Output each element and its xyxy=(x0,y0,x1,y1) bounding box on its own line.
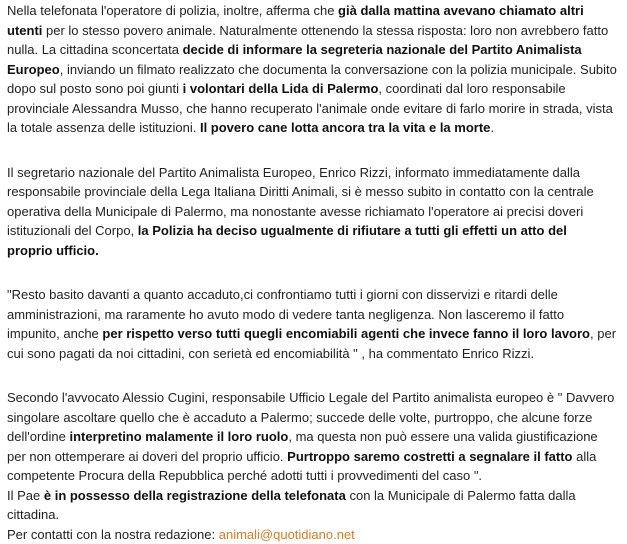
text-run: cui sono pagati da noi cittadini, con serietà ed encomiabilità " , ha commentato Enrico Rizzi. xyxy=(7,346,534,361)
bold-text: i volontari della Lida di Palermo xyxy=(183,81,379,96)
bold-text: utenti xyxy=(7,23,42,38)
bold-text: decide di informare la segreteria nazionale del Partito Animalista xyxy=(183,42,582,57)
text-run: provinciale Alessandra Musso, che hanno recuperato l'animale onde evitare di farlo morire in strada, vista xyxy=(7,101,613,116)
text-line xyxy=(7,21,627,41)
article-body xyxy=(7,0,627,544)
text-run: Secondo l'avvocato Alessio Cugini, responsabile Ufficio Legale del Partito animalista europeo è " Davvero xyxy=(7,390,614,405)
contact-prefix: Per contatti con la nostra redazione: xyxy=(7,527,219,542)
text-line xyxy=(7,344,627,364)
text-run: dopo sul posto sono poi giunti xyxy=(7,81,183,96)
text-run: Il Pae xyxy=(7,488,44,503)
text-line xyxy=(7,99,627,119)
text-run: . xyxy=(490,120,494,135)
text-line xyxy=(7,285,627,305)
text-run: impunito, anche xyxy=(7,326,102,341)
text-run: , ma questa non può essere una valida giustificazione xyxy=(288,429,597,444)
bold-text: interpretino malamente il loro ruolo xyxy=(69,429,288,444)
text-line xyxy=(7,1,627,21)
text-run: istituzionali del Corpo, xyxy=(7,223,138,238)
text-line xyxy=(7,202,627,222)
text-line xyxy=(7,163,627,183)
text-run: nulla. La cittadina sconcertata xyxy=(7,42,183,57)
text-run: per non ottemperare ai doveri del proprio ufficio. xyxy=(7,449,287,464)
paragraph-1 xyxy=(7,1,627,138)
text-line xyxy=(7,241,627,261)
paragraph-4 xyxy=(7,388,627,525)
bold-text: è in possesso della registrazione della telefonata xyxy=(44,488,346,503)
contact-line xyxy=(7,525,627,544)
text-line xyxy=(7,221,627,241)
text-line xyxy=(7,388,627,408)
paragraph-2 xyxy=(7,163,627,261)
text-line xyxy=(7,427,627,447)
text-line xyxy=(7,60,627,80)
bold-text: per rispetto verso tutti quegli encomiabili agenti che invece fanno il loro lavoro xyxy=(102,326,590,341)
bold-text: Il povero cane lotta ancora tra la vita e la morte xyxy=(200,120,490,135)
text-run: cittadina. xyxy=(7,507,59,522)
text-run: alla xyxy=(573,449,597,464)
paragraph-3 xyxy=(7,285,627,363)
text-run: responsabile provinciale della Lega Italiana Diritti Animali, si è messo subito in contatto con la centrale xyxy=(7,184,594,199)
text-run: dell'ordine xyxy=(7,429,69,444)
text-run: , coordinati dal loro responsabile xyxy=(378,81,565,96)
text-line xyxy=(7,118,627,138)
text-run: la totale assenza delle istituzioni. xyxy=(7,120,200,135)
bold-text: già dalla mattina avevano chiamato altri xyxy=(338,3,584,18)
text-run: amministrazioni, ma raramente ho avuto modo di vedere tanta negligenza. Non lasceremo il fatto xyxy=(7,307,564,322)
bold-text: proprio ufficio. xyxy=(7,243,99,258)
text-line xyxy=(7,505,627,525)
text-line xyxy=(7,182,627,202)
bold-text: la Polizia ha deciso ugualmente di rifiutare a tutti gli effetti un atto del xyxy=(138,223,567,238)
text-run: Il segretario nazionale del Partito Animalista Europeo, Enrico Rizzi, informato immediatamente dalla xyxy=(7,165,580,180)
text-line xyxy=(7,466,627,486)
text-line xyxy=(7,40,627,60)
text-line xyxy=(7,79,627,99)
text-line xyxy=(7,408,627,428)
text-run: singolare ascoltare quello che è accaduto a Palermo; succede delle volte, purtroppo, che alcune forze xyxy=(7,410,592,425)
text-line xyxy=(7,305,627,325)
bold-text: Purtroppo saremo costretti a segnalare il fatto xyxy=(287,449,572,464)
contact-email-link[interactable]: animali@quotidiano.net xyxy=(219,527,355,542)
text-run: competente Procura della Repubblica perché adotti tutti i provvedimenti del caso ". xyxy=(7,468,482,483)
bold-text: Europeo xyxy=(7,62,60,77)
paragraphs xyxy=(7,1,627,525)
text-run: con la Municipale di Palermo fatta dalla xyxy=(346,488,576,503)
text-line xyxy=(7,447,627,467)
text-run: Nella telefonata l'operatore di polizia, inoltre, afferma che xyxy=(7,3,338,18)
text-line xyxy=(7,324,627,344)
text-run: "Resto basito davanti a quanto accaduto,ci confrontiamo tutti i giorni con disservizi e ritardi delle xyxy=(7,287,558,302)
text-run: , per xyxy=(590,326,616,341)
text-line xyxy=(7,486,627,506)
text-run: , inviando un filmato realizzato che documenta la conversazione con la polizia municipale. Subito xyxy=(60,62,617,77)
text-run: operativa della Municipale di Palermo, ma nonostante avesse richiamato l'operatore ai precisi doveri xyxy=(7,204,583,219)
text-run: per lo stesso povero animale. Naturalmente ottenendo la stessa risposta: loro non avrebbero fatto xyxy=(42,23,608,38)
